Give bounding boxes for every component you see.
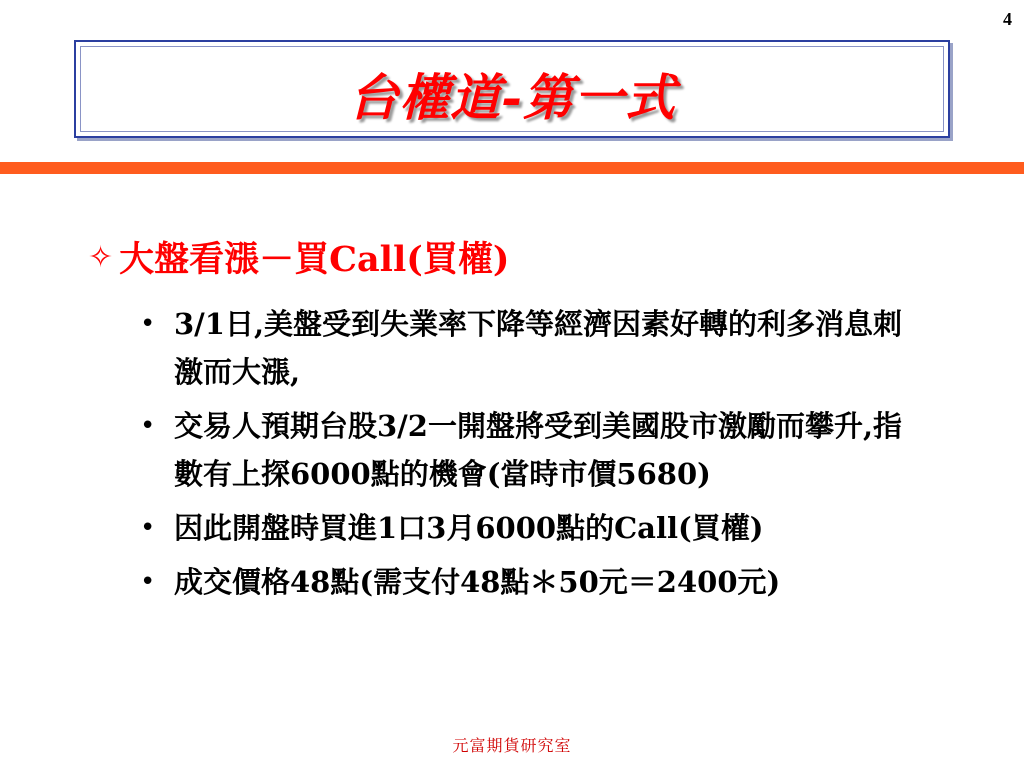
- diamond-bullet-icon: ✧: [88, 239, 114, 275]
- slide-title: 台權道-第一式: [348, 68, 676, 127]
- bullet-dot-icon: •: [140, 411, 156, 441]
- bullet-text: 成交價格48點(需支付48點＊50元＝2400元): [174, 565, 781, 599]
- title-box: [74, 40, 950, 138]
- bullet-item: [140, 558, 920, 606]
- bullet-item: [140, 402, 920, 498]
- page-number: 4: [1003, 9, 1012, 29]
- bullet-item: [140, 504, 920, 552]
- bullet-list: [140, 300, 920, 612]
- bullet-dot-icon: •: [140, 513, 156, 543]
- bullet-text: 3/1日,美盤受到失業率下降等經濟因素好轉的利多消息刺激而大漲,: [174, 307, 903, 389]
- section-heading-text: 大盤看漲－買Call(買權): [119, 239, 510, 280]
- section-heading: [88, 232, 509, 282]
- bullet-dot-icon: •: [140, 309, 156, 339]
- bullet-text: 因此開盤時買進1口3月6000點的Call(買權): [174, 511, 764, 545]
- footer-text: 元富期貨研究室: [452, 736, 572, 755]
- bullet-text: 交易人預期台股3/2一開盤將受到美國股市激勵而攀升,指數有上探6000點的機會(當時市價5680): [174, 409, 903, 491]
- bullet-dot-icon: •: [140, 567, 156, 597]
- bullet-item: [140, 300, 920, 396]
- accent-divider-bar: [0, 162, 1024, 174]
